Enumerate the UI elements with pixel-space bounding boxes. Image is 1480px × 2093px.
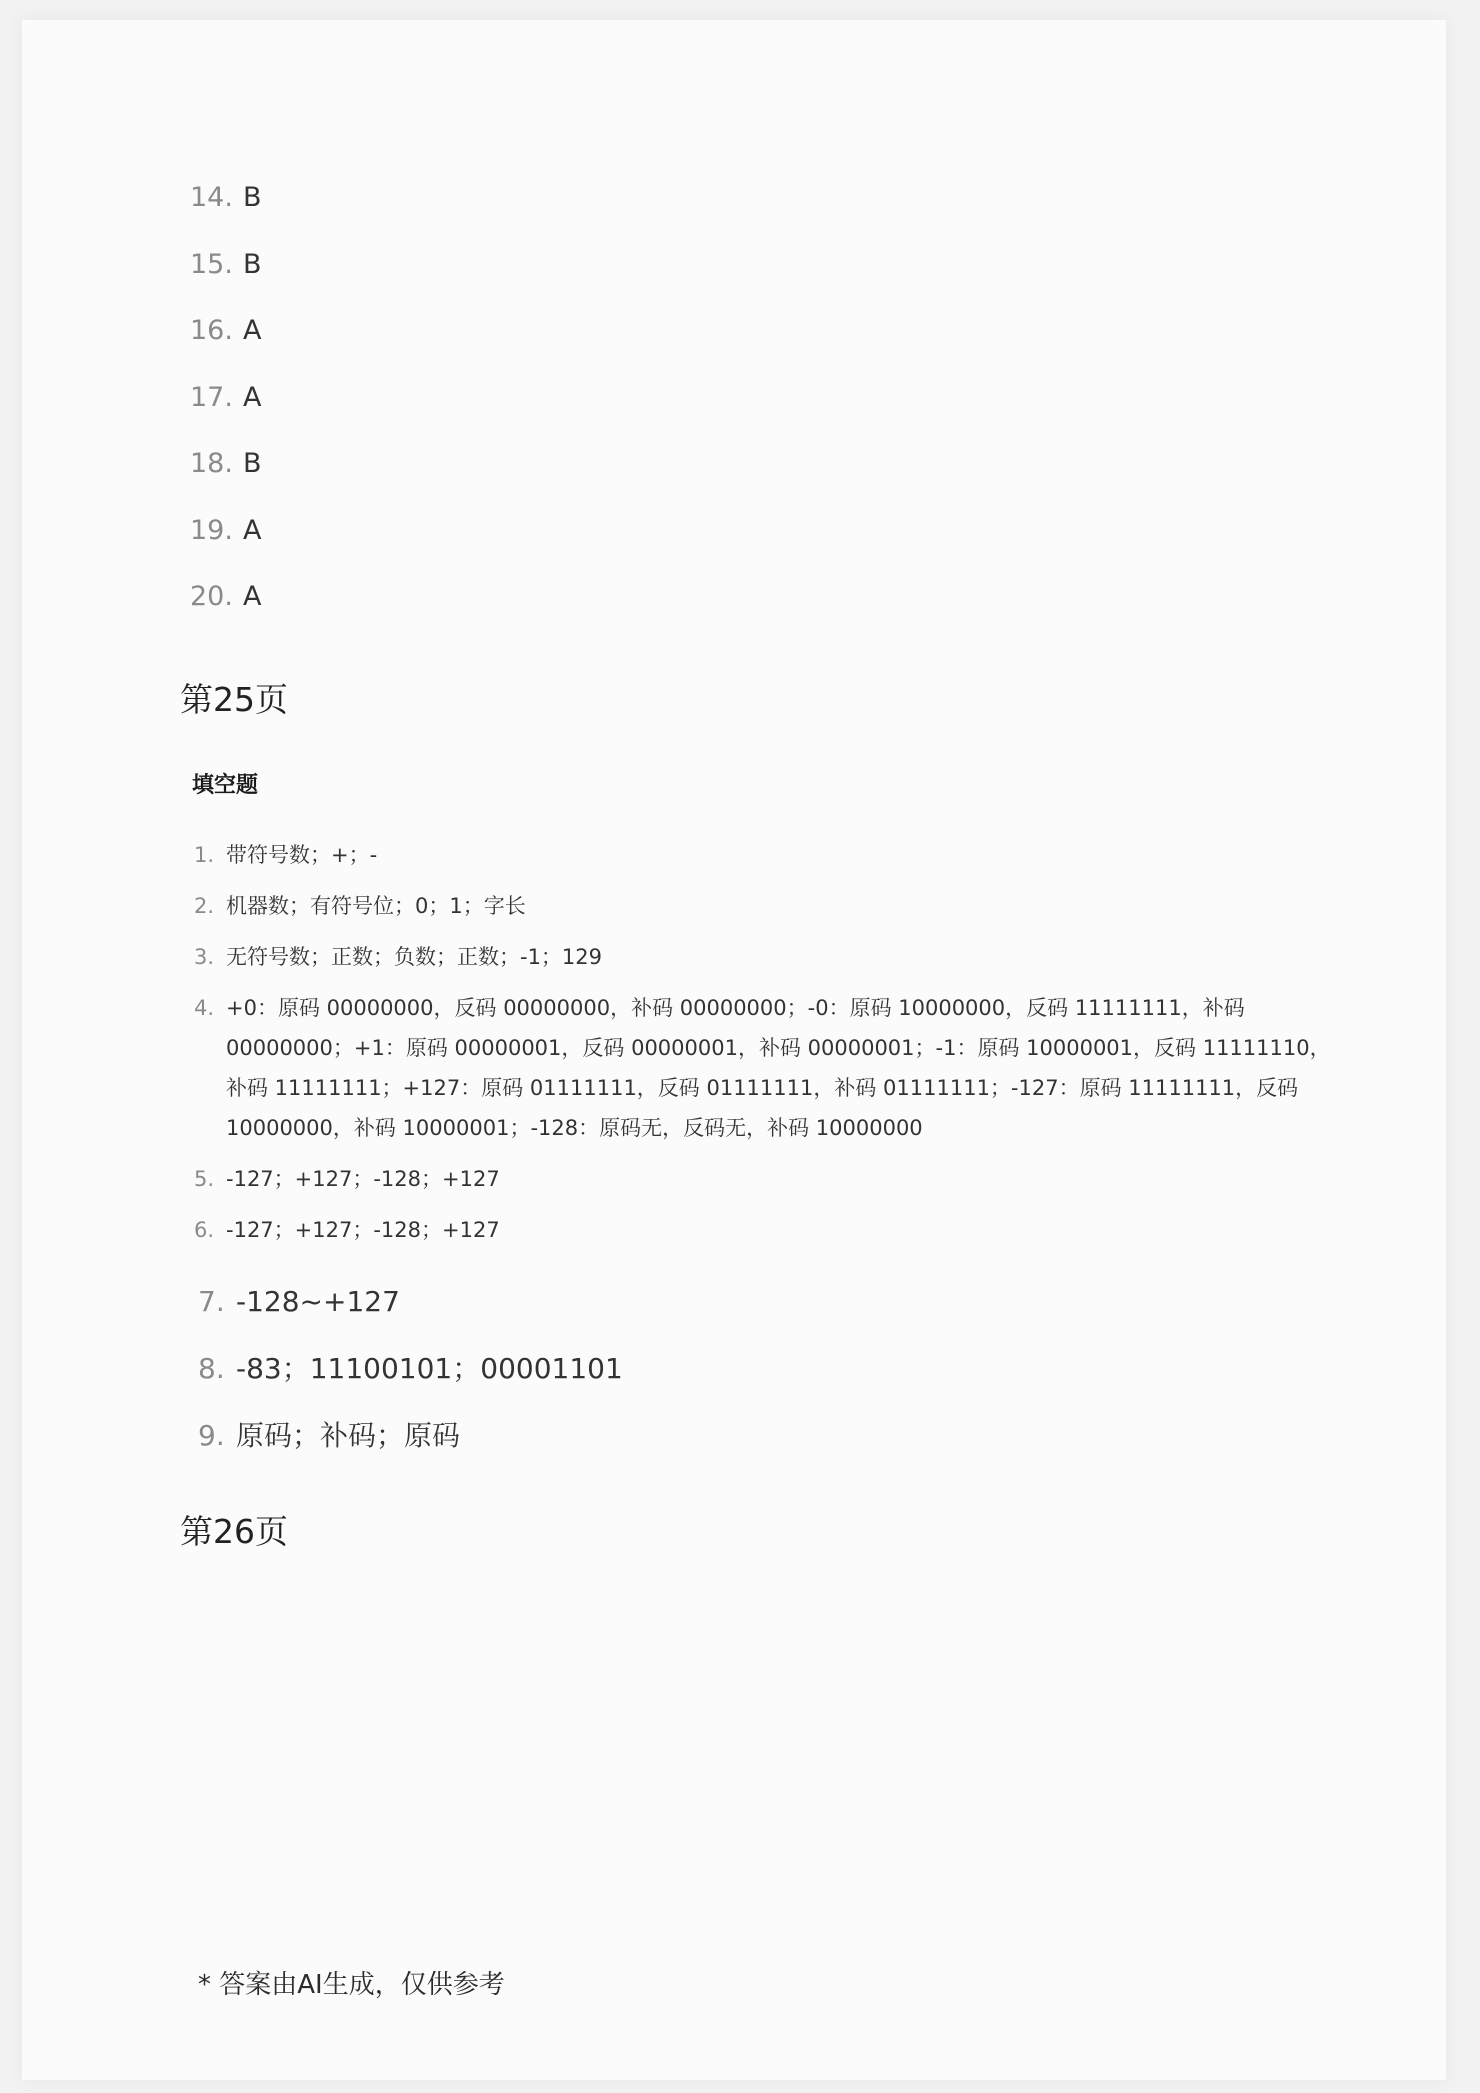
item-number: 6. — [194, 1218, 215, 1242]
list-item — [194, 937, 1334, 977]
list-item — [190, 511, 262, 578]
list-item — [190, 178, 262, 245]
item-answer: A — [243, 315, 262, 346]
item-number: 18. — [190, 448, 233, 479]
item-answer: -83；11100101；00001101 — [236, 1352, 623, 1385]
item-answer: A — [243, 581, 262, 612]
item-number: 15. — [190, 248, 233, 280]
item-number: 1. — [194, 843, 215, 867]
list-item — [190, 577, 262, 644]
item-answer: -127；+127；-128；+127 — [226, 1167, 500, 1191]
list-item — [190, 444, 262, 511]
item-answer: -128~+127 — [236, 1285, 400, 1318]
item-answer: +0：原码 00000000，反码 00000000，补码 00000000；-0：原码 10000000，反码 11111111，补码 00000000；+1：原码 00000001，反码 00000001，补码 00000001；-1：原码 10000001，反码 11111110，补码 11111111；+127：原码 01111111，反码 01111111，补码 01111111；-127：原码 11111111，反码 10000000，补码 10000001；-128：原码无，反码无，补码 10000000 — [226, 996, 1331, 1140]
page-25-heading: 第25页 — [180, 680, 288, 719]
list-item — [194, 988, 1334, 1148]
list-item — [198, 1282, 623, 1349]
item-number: 7. — [198, 1285, 225, 1318]
fill-in-answer-list-continued — [198, 1282, 623, 1483]
document-page — [22, 20, 1446, 2080]
answer-list-14-20 — [190, 178, 262, 644]
item-number: 16. — [190, 315, 233, 346]
list-item — [194, 1210, 1334, 1250]
list-item — [194, 886, 1334, 926]
item-answer: B — [243, 182, 262, 213]
item-number: 20. — [190, 581, 233, 612]
item-answer: A — [243, 514, 262, 546]
item-answer: 机器数；有符号位；0；1；字长 — [226, 894, 526, 918]
list-item — [198, 1349, 623, 1416]
item-answer: B — [243, 248, 262, 280]
item-answer: B — [243, 448, 262, 479]
list-item — [198, 1416, 623, 1483]
list-item — [190, 245, 262, 312]
list-item — [190, 378, 262, 445]
item-number: 4. — [194, 996, 215, 1020]
item-answer: 原码；补码；原码 — [236, 1419, 461, 1452]
section-title-fill-in: 填空题 — [192, 773, 259, 798]
item-number: 14. — [190, 182, 233, 213]
item-answer: A — [243, 381, 262, 413]
item-number: 9. — [198, 1419, 225, 1452]
item-number: 2. — [194, 894, 215, 918]
list-item — [194, 835, 1334, 875]
item-answer: 无符号数；正数；负数；正数；-1；129 — [226, 945, 603, 969]
item-number: 8. — [198, 1352, 225, 1385]
ai-disclaimer-footnote: * 答案由AI生成，仅供参考 — [198, 1970, 505, 2000]
item-number: 19. — [190, 514, 233, 546]
item-number: 3. — [194, 945, 215, 969]
item-answer: -127；+127；-128；+127 — [226, 1218, 500, 1242]
item-answer: 带符号数；+；- — [226, 843, 378, 867]
item-number: 5. — [194, 1167, 215, 1191]
fill-in-answer-list — [194, 835, 1334, 1261]
item-number: 17. — [190, 381, 233, 413]
list-item — [194, 1159, 1334, 1199]
list-item — [190, 311, 262, 378]
page-26-heading: 第26页 — [180, 1512, 288, 1551]
